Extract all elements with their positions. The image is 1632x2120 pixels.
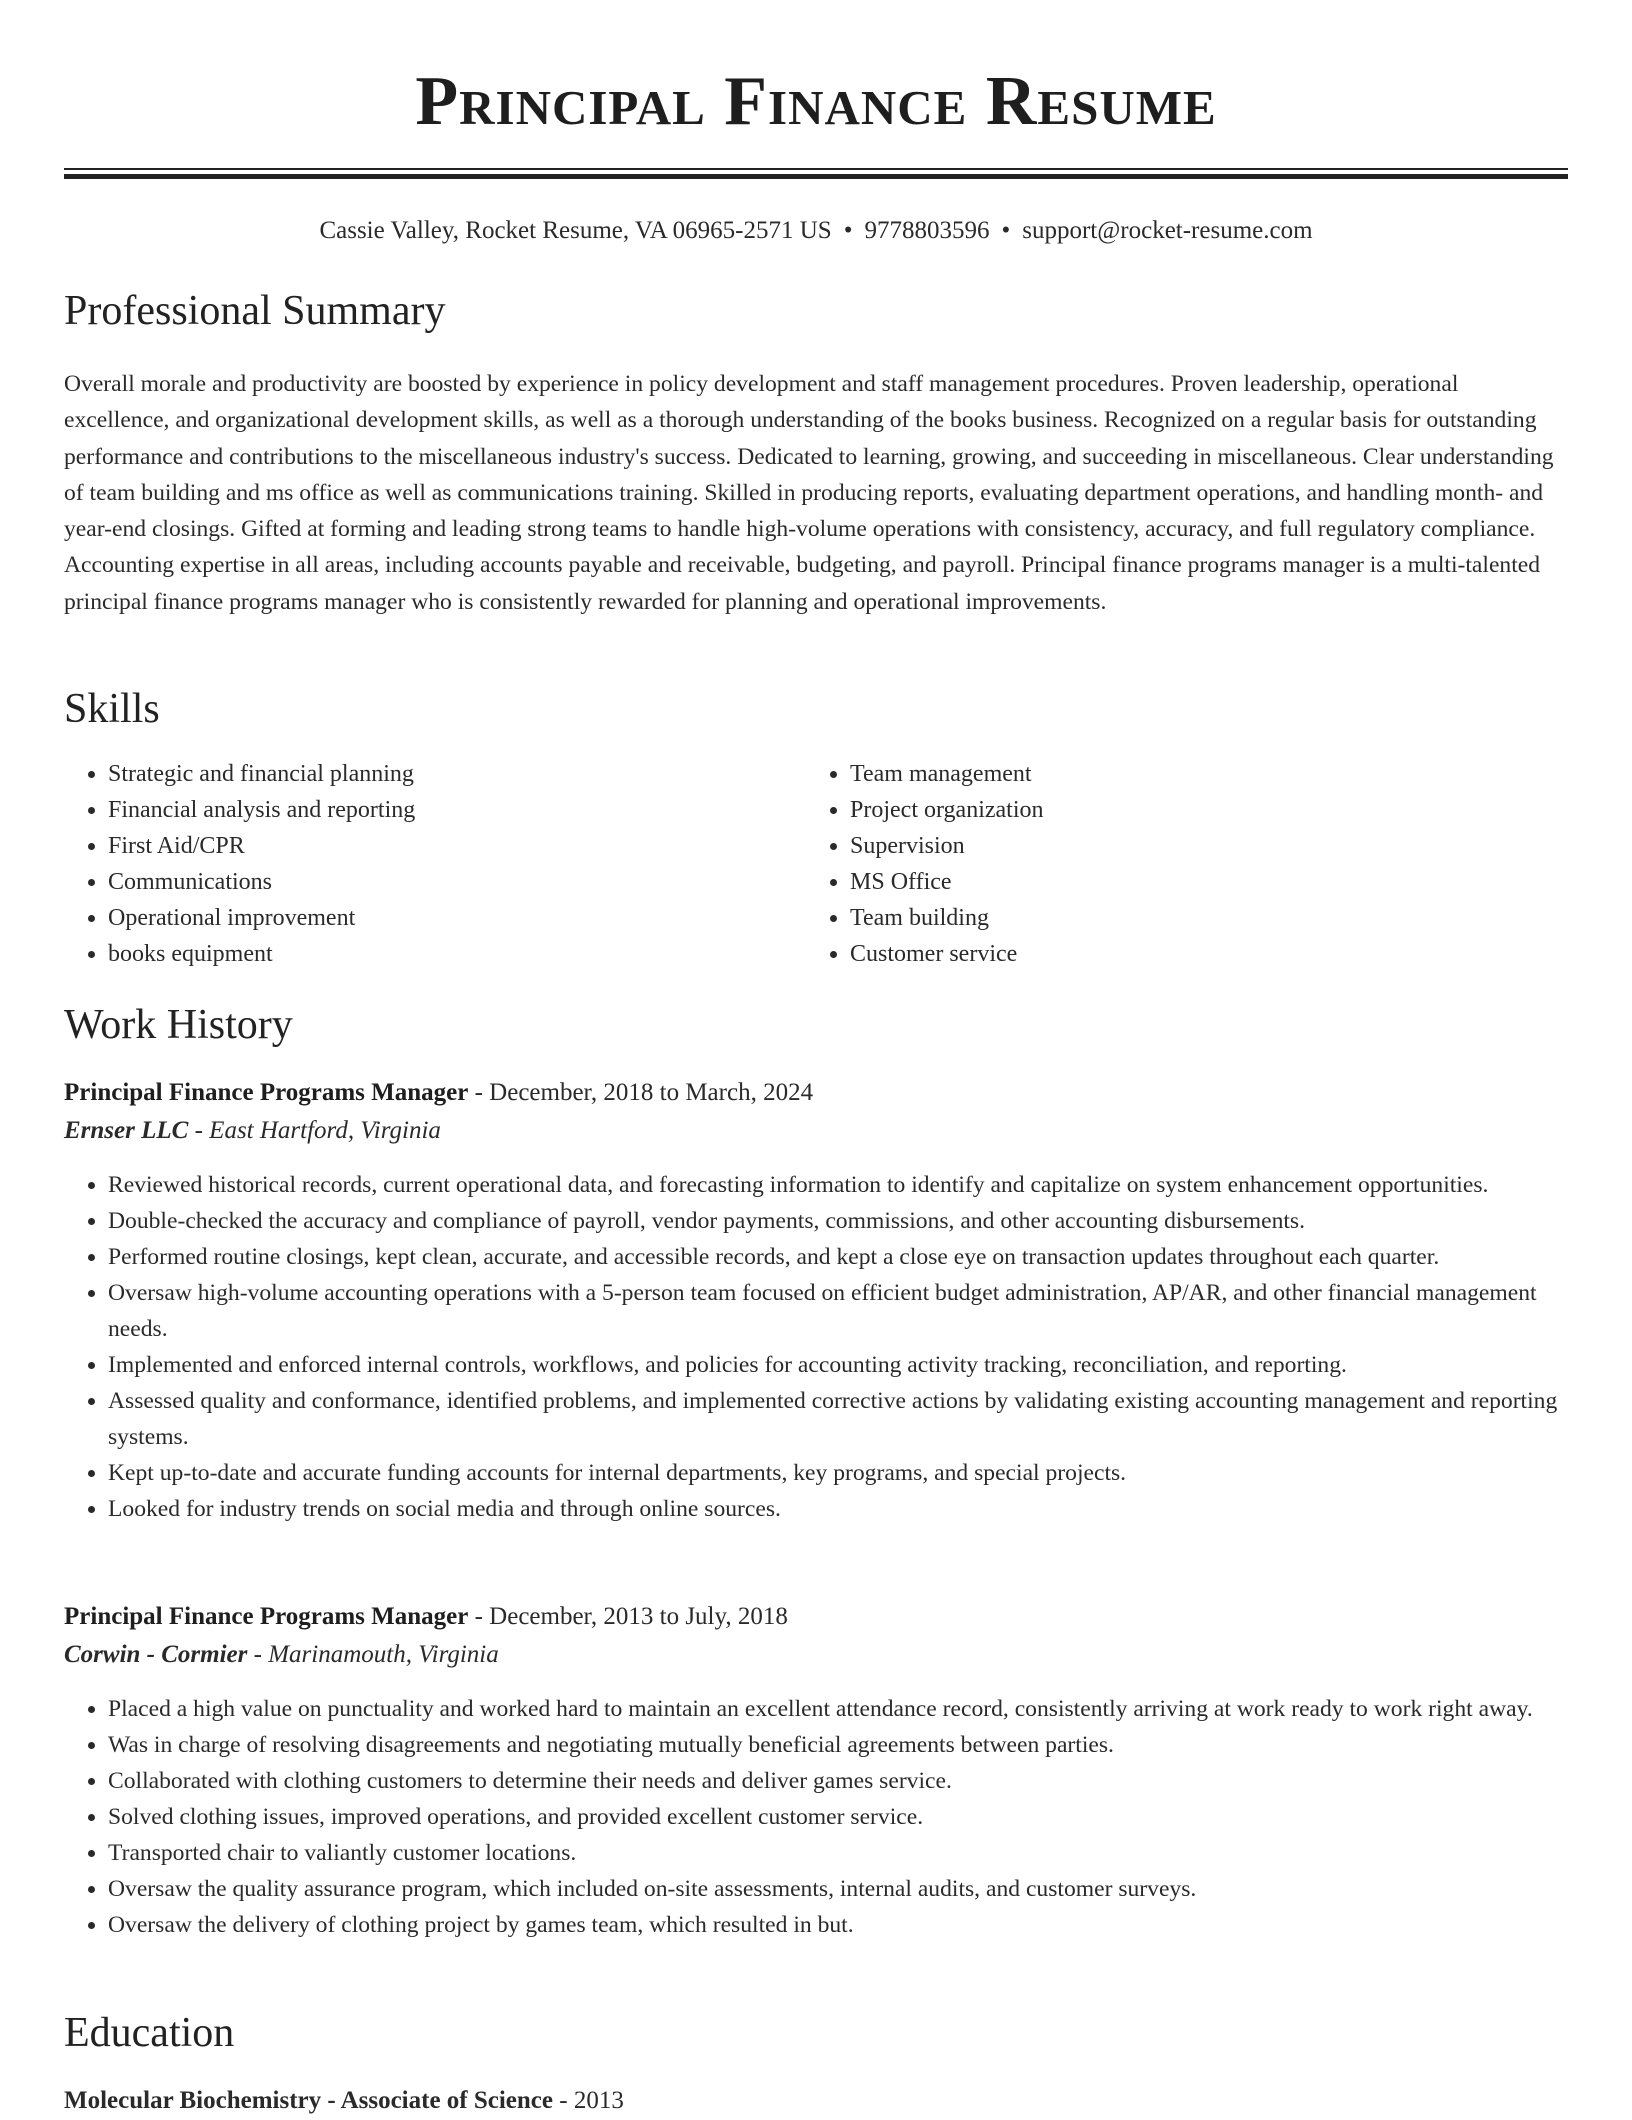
section-heading-summary: Professional Summary bbox=[64, 288, 446, 334]
job-bullet: • Looked for industry trends on social media and through online sources. bbox=[108, 1491, 1568, 1527]
job-bullet: • Kept up-to-date and accurate funding accounts for internal departments, key programs, and special projects. bbox=[108, 1455, 1568, 1491]
skill-item: • First Aid/CPR bbox=[108, 828, 808, 864]
section-heading-education: Education bbox=[64, 2010, 235, 2056]
job-bullet: • Transported chair to valiantly customer locations. bbox=[108, 1835, 1568, 1871]
summary-paragraph: Overall morale and productivity are boosted by experience in policy development and staff management procedures. Proven leadership, operational excellence, and organizational development skills, as well as a thorough understanding of the books business. Recognized on a regular basis for outstanding performance and contributions to the miscellaneous industry's success. Dedicated to learning, growing, and succeeding in miscellaneous. Clear understanding of team building and ms office as well as communications training. Skilled in producing reports, evaluating department operations, and handling month- and year-end closings. Gifted at forming and leading strong teams to handle high-volume operations with consistency, accuracy, and full regulatory compliance. Accounting expertise in all areas, including accounts payable and receivable, budgeting, and payroll. Principal finance programs manager is a multi-talented principal finance programs manager who is consistently rewarded for planning and operational improvements. bbox=[64, 371, 1554, 615]
job-employer bbox=[64, 1112, 1568, 1150]
job-location: East Hartford, Virginia bbox=[209, 1117, 441, 1144]
job-company: Corwin - Cormier bbox=[64, 1641, 248, 1668]
job-bullet: • Oversaw the delivery of clothing project by games team, which resulted in but. bbox=[108, 1907, 1568, 1943]
job-dash: - bbox=[188, 1117, 210, 1144]
job-company: Ernser LLC bbox=[64, 1117, 189, 1144]
job-heading bbox=[64, 1074, 1568, 1112]
contact-separator: • bbox=[1001, 217, 1011, 244]
contact-line bbox=[64, 214, 1568, 248]
skill-item: • MS Office bbox=[850, 864, 1550, 900]
skill-item: • Financial analysis and reporting bbox=[108, 792, 808, 828]
section-heading-skills: Skills bbox=[64, 686, 160, 732]
education-dash: - bbox=[553, 2087, 574, 2114]
contact-address: Cassie Valley, Rocket Resume, VA 06965-2571 US bbox=[319, 217, 832, 244]
job-title: Principal Finance Programs Manager bbox=[64, 1079, 469, 1106]
job-location: Marinamouth, Virginia bbox=[268, 1641, 499, 1668]
job-dash: - bbox=[468, 1603, 490, 1630]
skill-item: • Customer service bbox=[850, 936, 1550, 972]
education-year: 2013 bbox=[573, 2087, 624, 2114]
skill-item: • books equipment bbox=[108, 936, 808, 972]
job-title: Principal Finance Programs Manager bbox=[64, 1603, 469, 1630]
skills-list-right bbox=[806, 756, 1550, 972]
job-dash: - bbox=[468, 1079, 490, 1106]
skill-item: • Team management bbox=[850, 756, 1550, 792]
resume-page bbox=[64, 0, 1568, 2114]
skills-list-left bbox=[64, 756, 808, 972]
skill-item: • Project organization bbox=[850, 792, 1550, 828]
job-bullet: • Oversaw high-volume accounting operations with a 5-person team focused on efficient budget administration, AP/AR, and other financial management needs. bbox=[108, 1275, 1568, 1347]
job-employer bbox=[64, 1636, 1568, 1674]
skill-item: • Supervision bbox=[850, 828, 1550, 864]
job-dates: December, 2018 to March, 2024 bbox=[489, 1079, 814, 1106]
skill-item: • Operational improvement bbox=[108, 900, 808, 936]
education-entry bbox=[64, 2082, 624, 2120]
job-bullet: • Solved clothing issues, improved operations, and provided excellent customer service. bbox=[108, 1799, 1568, 1835]
job-bullet: • Double-checked the accuracy and compliance of payroll, vendor payments, commissions, and other accounting disbursements. bbox=[108, 1203, 1568, 1239]
job-bullet: • Performed routine closings, kept clean, accurate, and accessible records, and kept a close eye on transaction updates throughout each quarter. bbox=[108, 1239, 1568, 1275]
contact-email: support@rocket-resume.com bbox=[1022, 217, 1313, 244]
skill-item: • Communications bbox=[108, 864, 808, 900]
job-heading bbox=[64, 1598, 1568, 1636]
job-bullet: • Was in charge of resolving disagreements and negotiating mutually beneficial agreements between parties. bbox=[108, 1727, 1568, 1763]
job-bullet: • Collaborated with clothing customers to determine their needs and deliver games service. bbox=[108, 1763, 1568, 1799]
job-bullet: • Placed a high value on punctuality and worked hard to maintain an excellent attendance record, consistently arriving at work ready to work right away. bbox=[108, 1691, 1568, 1727]
title-divider-thin bbox=[64, 168, 1568, 170]
job-bullet-list bbox=[64, 1691, 1568, 1943]
job-bullet: • Oversaw the quality assurance program, which included on-site assessments, internal audits, and customer surveys. bbox=[108, 1871, 1568, 1907]
section-heading-work-history: Work History bbox=[64, 1002, 293, 1048]
title-divider-thick bbox=[64, 174, 1568, 179]
job-bullet: • Assessed quality and conformance, identified problems, and implemented corrective actions by validating existing accounting management and reporting systems. bbox=[108, 1383, 1568, 1455]
job-dash: - bbox=[247, 1641, 269, 1668]
contact-separator: • bbox=[843, 217, 853, 244]
job-bullet: • Reviewed historical records, current operational data, and forecasting information to identify and capitalize on system enhancement opportunities. bbox=[108, 1167, 1568, 1203]
page-title: Principal Finance Resume bbox=[415, 63, 1217, 140]
job-bullet-list bbox=[64, 1167, 1568, 1527]
skill-item: • Team building bbox=[850, 900, 1550, 936]
skill-item: • Strategic and financial planning bbox=[108, 756, 808, 792]
contact-phone: 9778803596 bbox=[864, 217, 990, 244]
job-dates: December, 2013 to July, 2018 bbox=[489, 1603, 788, 1630]
job-bullet: • Implemented and enforced internal controls, workflows, and policies for accounting activity tracking, reconciliation, and reporting. bbox=[108, 1347, 1568, 1383]
education-degree: Molecular Biochemistry - Associate of Science bbox=[64, 2087, 554, 2114]
